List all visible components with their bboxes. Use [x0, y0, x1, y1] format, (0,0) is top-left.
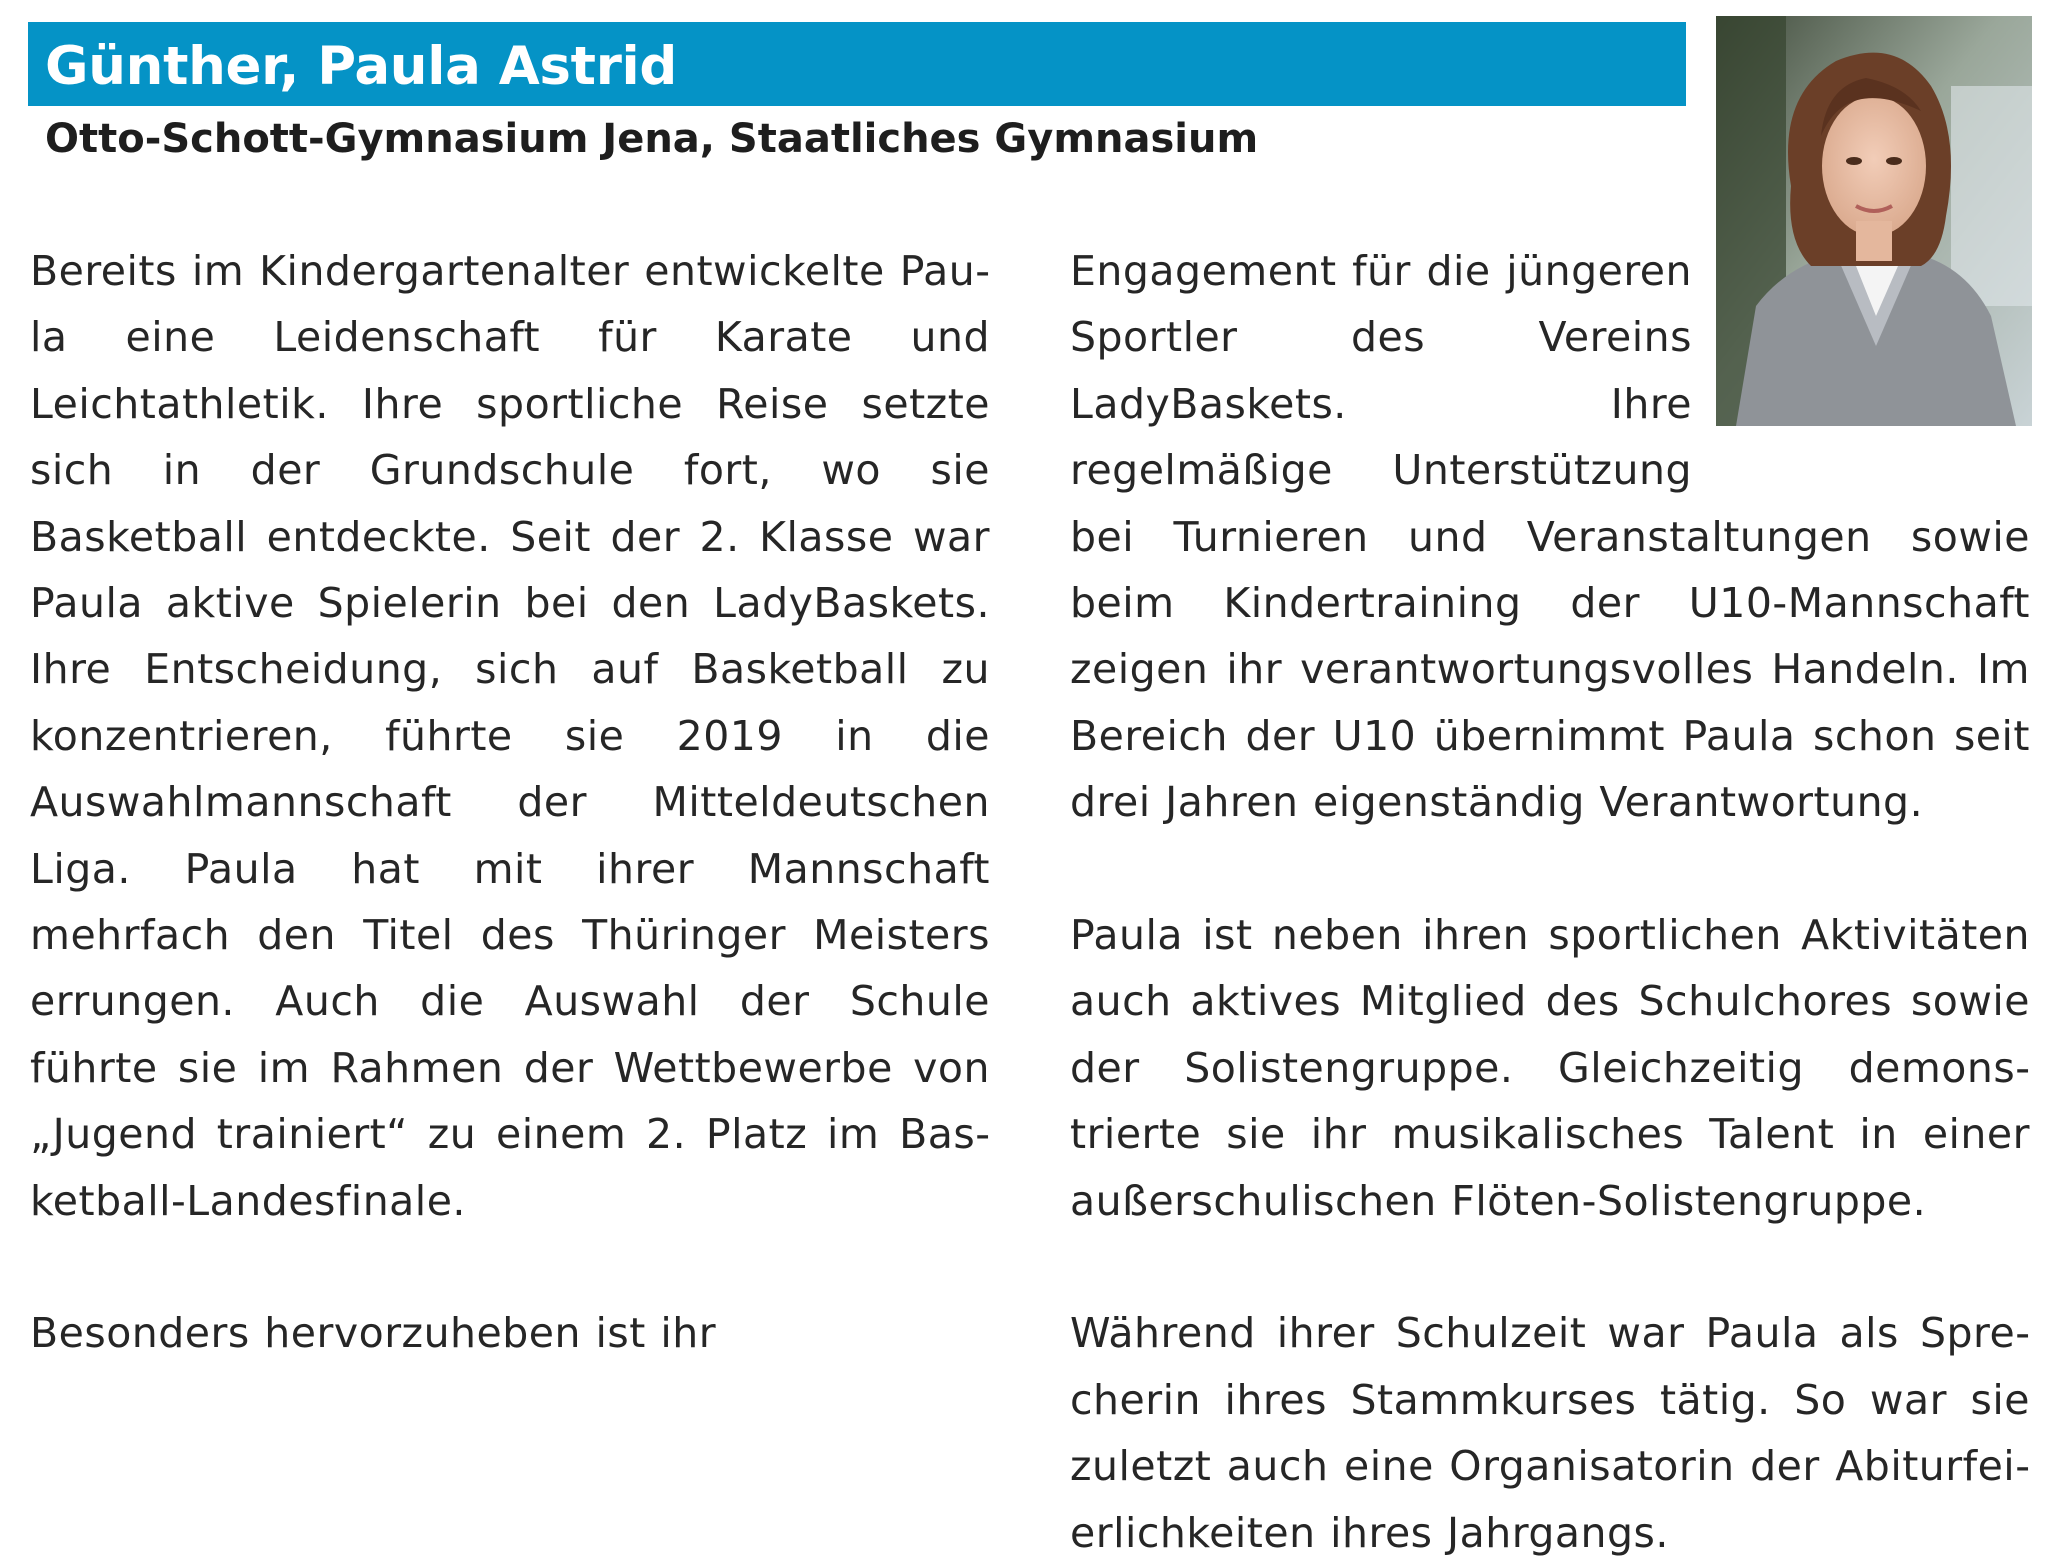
paragraph-engagement-text: Besonders hervorzuheben ist ihr	[30, 1309, 717, 1358]
paragraph-engagement-continued: Engagement für die jüngeren Sportler des Vereins LadyBaskets. Ihre regelmäßige Unterstützung bei Turnieren und Veranstaltungen sowie beim Kindertraining der U10-Mannschaft zeigen ihr verantwortungsvolles Handeln. Im Bereich der U10 übernimmt Paula schon seit drei Jahren eigenständig Verantwortung.	[1070, 247, 2030, 827]
paragraph-sports-history: Bereits im Kindergartenalter entwickelte Paula eine Leidenschaft für Karate und Leichtathletik. Ihre sportliche Reise setzte sich in der Grundschule fort, wo sie Basketball entdeckte. Seit der 2. Klasse war Paula aktive Spielerin bei den LadyBaskets. Ihre Entscheidung, sich auf Basketball zu konzentrieren, führte sie 2019 in die Auswahlmannschaft der Mitteldeutschen Liga. Paula hat mit ihrer Mannschaft mehrfach den Titel des Thüringer Meisters errungen. Auch die Auswahl der Schule führte sie im Rahmen der Wettbewerbe von „Jugend trainiert“ zu einem 2. Platz im Basketball-Landesfinale.	[30, 247, 990, 1225]
photo-spacer	[1692, 238, 2030, 458]
person-name: Günther, Paula Astrid	[45, 36, 678, 97]
paragraph-school-role: Während ihrer Schulzeit war Paula als Sprecherin ihres Stammkurses tätig. So war sie zuletzt auch eine Organisatorin der Abiturfeierlichkeiten ihres Jahrgangs.	[1070, 1309, 2030, 1557]
right-column	[1070, 238, 2030, 1566]
paragraph-engagement	[30, 1300, 990, 1366]
school-name: Otto-Schott-Gymnasium Jena, Staatliches Gymnasium	[45, 116, 1259, 162]
paragraph-music: Paula ist neben ihren sportlichen Aktivitäten auch aktives Mitglied des Schulchores sowie der Solistengruppe. Gleichzeitig demonstrierte sie ihr musikalisches Talent in einer außerschulischen Flöten-Solistengruppe.	[1070, 911, 2030, 1225]
left-column	[30, 238, 990, 1367]
